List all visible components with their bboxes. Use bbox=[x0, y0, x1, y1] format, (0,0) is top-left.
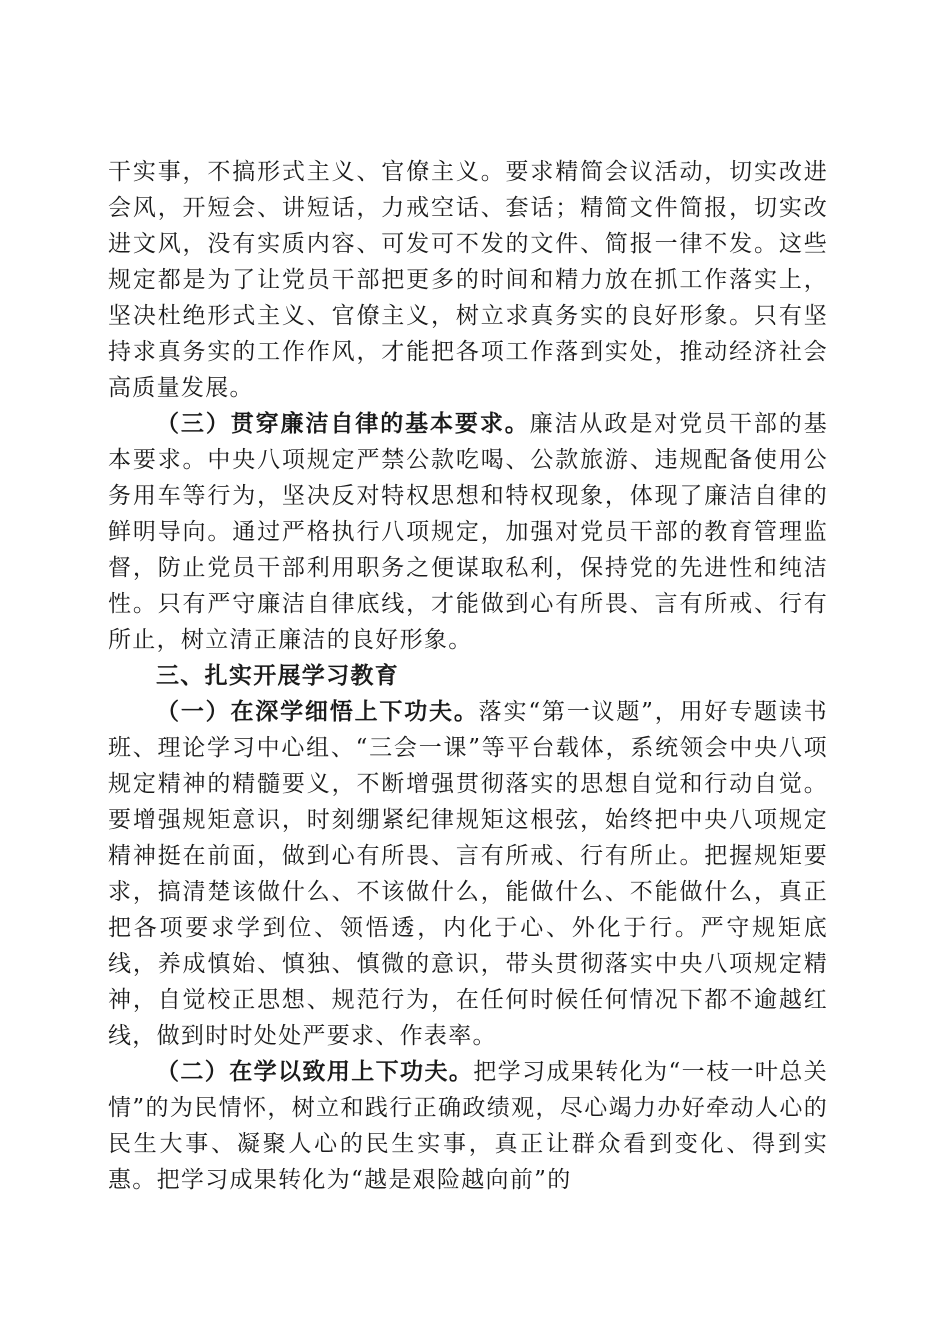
paragraph-continuation bbox=[108, 154, 828, 406]
document-body bbox=[108, 154, 828, 1198]
paragraph-text: 落实“第一议题”，用好专题读书班、理论学习中心组、“三会一课”等平台载体，系统领会中央八项规定精神的精髓要义，不断增强贯彻落实的思想自觉和行动自觉。要增强规矩意识，时刻绷紧纪律规矩这根弦，始终把中央八项规定精神挺在前面，做到心有所畏、言有所戒、行有所止。把握规矩要求，搞清楚该做什么、不该做什么，能做什么、不能做什么，真正把各项要求学到位、领悟透，内化于心、外化于行。严守规矩底线，养成慎始、慎独、慎微的意识，带头贯彻落实中央八项规定精神，自觉校正思想、规范行为，在任何时候任何情况下都不逾越红线，做到时时处处严要求、作表率。 bbox=[108, 699, 828, 1049]
paragraph-lead: （三）贯穿廉洁自律的基本要求。 bbox=[156, 410, 530, 437]
paragraph-lead: （一）在深学细悟上下功夫。 bbox=[156, 698, 479, 725]
paragraph-text: 廉洁从政是对党员干部的基本要求。中央八项规定严禁公款吃喝、公款旅游、违规配备使用公务用车等行为，坚决反对特权思想和特权现象，体现了廉洁自律的鲜明导向。通过严格执行八项规定，加强对党员干部的教育管理监督，防止党员干部利用职务之便谋取私利，保持党的先进性和纯洁性。只有严守廉洁自律底线，才能做到心有所畏、言有所戒、行有所止，树立清正廉洁的良好形象。 bbox=[108, 411, 828, 653]
section-heading: 三、扎实开展学习教育 bbox=[156, 663, 399, 689]
paragraph-deep-study bbox=[108, 694, 828, 1054]
paragraph-text: 把学习成果转化为“一枝一叶总关情”的为民情怀，树立和践行正确政绩观，尽心竭力办好牵动人心的民生大事、凝聚人心的民生实事，真正让群众看到变化、得到实惠。把学习成果转化为“越是艰险越向前”的 bbox=[108, 1059, 828, 1193]
paragraph-integrity bbox=[108, 406, 828, 658]
paragraph-apply-learning bbox=[108, 1054, 828, 1198]
paragraph-lead: （二）在学以致用上下功夫。 bbox=[156, 1058, 474, 1085]
paragraph-text: 干实事，不搞形式主义、官僚主义。要求精简会议活动，切实改进会风，开短会、讲短话，力戒空话、套话；精简文件简报，切实改进文风，没有实质内容、可发可不发的文件、简报一律不发。这些规定都是为了让党员干部把更多的时间和精力放在抓工作落实上，坚决杜绝形式主义、官僚主义，树立求真务实的良好形象。只有坚持求真务实的工作作风，才能把各项工作落到实处，推动经济社会高质量发展。 bbox=[108, 159, 828, 401]
